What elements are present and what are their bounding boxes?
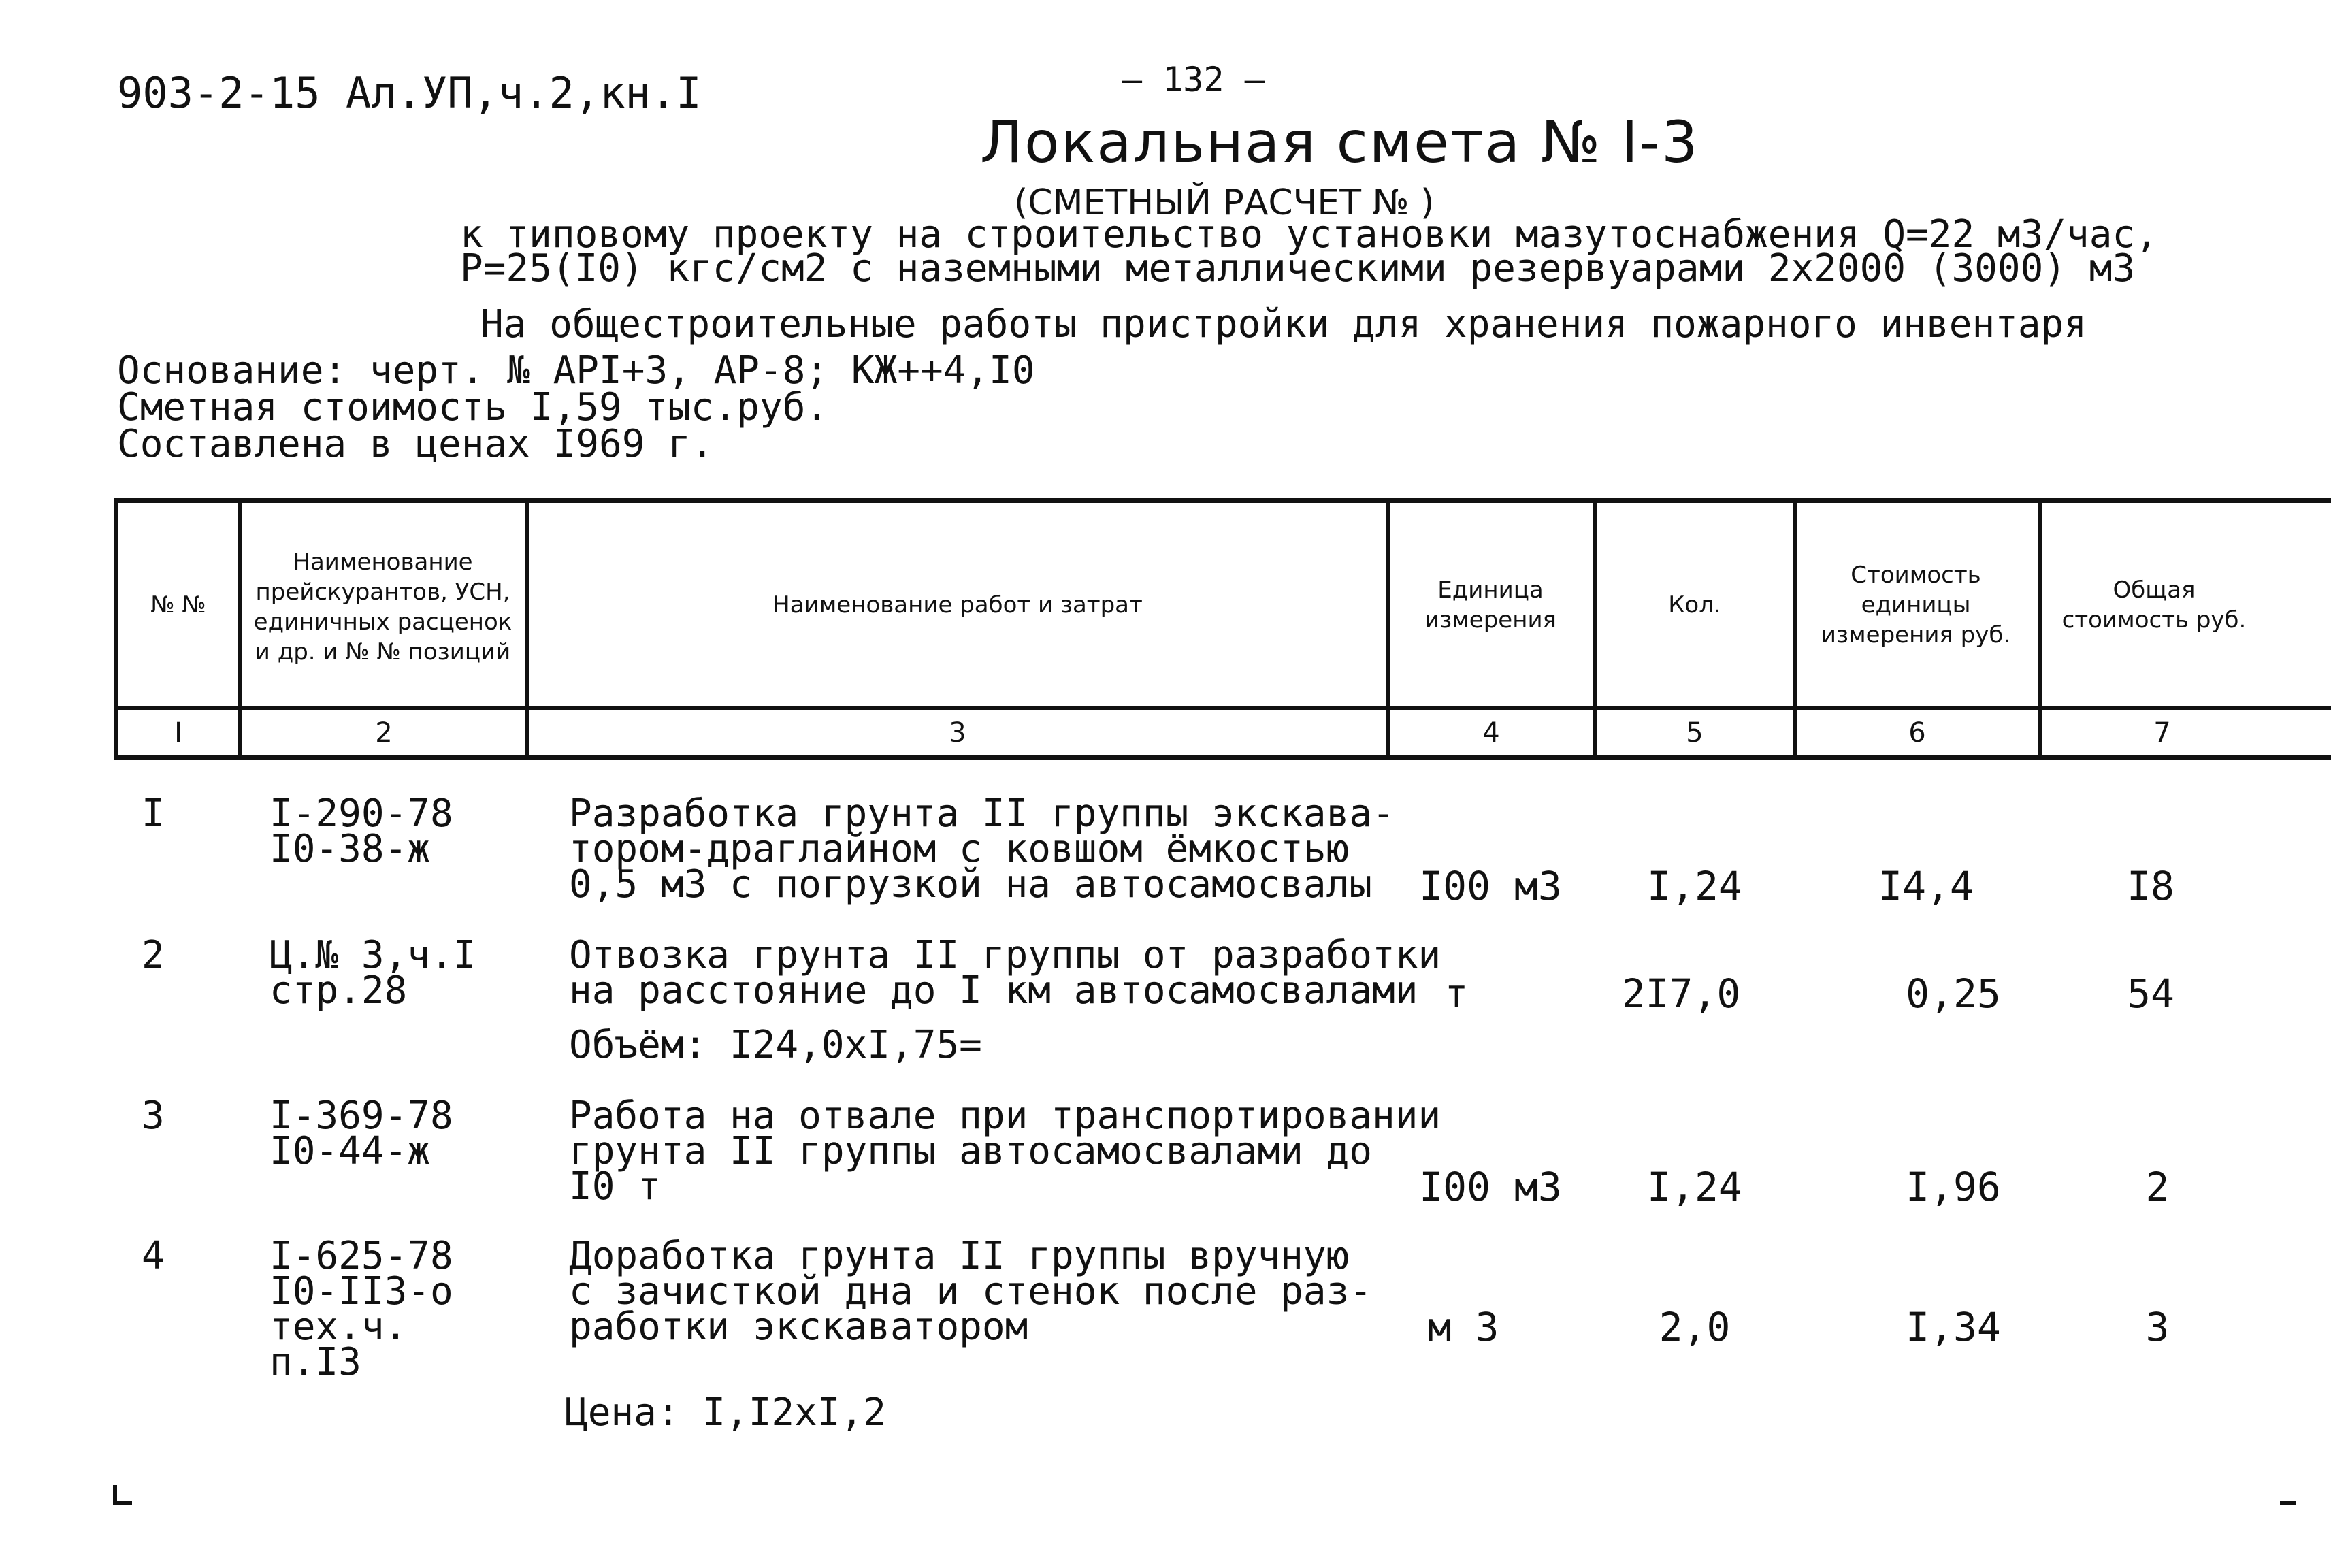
column-number-1: I <box>174 717 182 749</box>
prices-year-line: Составлена в ценах I969 г. <box>117 422 714 466</box>
table-top-border <box>114 498 2331 503</box>
column-number-4: 4 <box>1482 717 1500 749</box>
row-total: 54 <box>2127 970 2174 1017</box>
row-description: I0 т <box>569 1164 661 1209</box>
row-number: 4 <box>142 1234 165 1278</box>
header-number: № № <box>150 591 206 619</box>
row-unit-cost: I,96 <box>1906 1164 2001 1210</box>
project-line-2: Р=25(I0) кгс/см2 с наземными металлическими резервуарами 2х2000 (3000) м3 <box>460 246 2136 291</box>
row-unit-cost: I,34 <box>1906 1304 2001 1350</box>
column-number-7: 7 <box>2153 717 2171 749</box>
row-code: I0-38-ж <box>270 827 431 871</box>
header-work-name: Наименование работ и затрат <box>772 591 1143 619</box>
document-code: 903-2-15 Ал.УП,ч.2,кн.I <box>117 68 702 118</box>
header-total-cost: Общая стоимость руб. <box>2061 576 2247 634</box>
row-description: Доработка грунта II группы вручную <box>569 1234 1350 1278</box>
row-description: работки экскаватором <box>569 1305 1028 1349</box>
row-total: I8 <box>2127 863 2174 909</box>
row-description: тором-драглайном с ковшом ёмкостью <box>569 827 1350 871</box>
row-description: Отвозка грунта II группы от разработки <box>569 933 1441 977</box>
row-code: Ц.№ 3,ч.I <box>270 933 476 977</box>
row-quantity: I,24 <box>1647 863 1742 909</box>
row-description: на расстояние до I км автосамосвалами <box>569 968 1418 1013</box>
page-title: Локальная смета № I-3 <box>980 109 1699 176</box>
row-code: I0-II3-о <box>270 1269 453 1313</box>
column-number-3: 3 <box>949 717 966 749</box>
row-code: I-625-78 <box>270 1234 453 1278</box>
project-line-1: к типовому проекту на строительство установки мазутоснабжения Q=22 м3/час, <box>460 212 2158 257</box>
row-quantity: I,24 <box>1647 1164 1742 1210</box>
row-number: 2 <box>142 933 165 977</box>
row-description: 0,5 м3 с погрузкой на автосамосвалы <box>569 862 1373 906</box>
row-description: с зачисткой дна и стенок после раз- <box>569 1269 1373 1313</box>
row-note: Объём: I24,0хI,75= <box>569 1023 982 1067</box>
row-description: Работа на отвале при транспортировании <box>569 1094 1441 1138</box>
header-unit: Единица измерения <box>1424 576 1557 634</box>
row-unit: I00 м3 <box>1419 863 1562 909</box>
header-unit-cost: Стоимость единицы измерения руб. <box>1821 561 2011 649</box>
page-number: — 132 — <box>1122 60 1265 99</box>
row-number: 3 <box>142 1094 165 1138</box>
estimate-subtitle: (СМЕТНЫЙ РАСЧЕТ № ) <box>1014 182 1435 223</box>
row-description: Разработка грунта II группы экскава- <box>569 791 1395 836</box>
table-header-bottom-border <box>114 755 2331 760</box>
row-unit-cost: 0,25 <box>1906 970 2001 1017</box>
row-unit: м 3 <box>1427 1304 1499 1350</box>
column-number-6: 6 <box>1908 717 1926 749</box>
corner-mark-horizontal <box>113 1501 132 1505</box>
section-title: На общестроительные работы пристройки для хранения пожарного инвентаря <box>480 302 2087 346</box>
row-description: грунта II группы автосамосвалами до <box>569 1129 1373 1173</box>
column-number-5: 5 <box>1686 717 1704 749</box>
row-unit: I00 м3 <box>1419 1164 1562 1210</box>
row-code: I-290-78 <box>270 791 453 836</box>
row-number: I <box>142 791 165 836</box>
row-code: I0-44-ж <box>270 1129 431 1173</box>
row-total: 2 <box>2145 1164 2170 1210</box>
column-number-2: 2 <box>375 717 393 749</box>
row-code: п.I3 <box>270 1340 361 1384</box>
row-note: Цена: I,I2хI,2 <box>565 1390 887 1435</box>
header-divider <box>114 706 2331 710</box>
row-quantity: 2,0 <box>1659 1304 1731 1350</box>
row-code: стр.28 <box>270 968 408 1013</box>
header-quantity: Кол. <box>1668 591 1721 619</box>
estimated-cost-line: Сметная стоимость I,59 тыс.руб. <box>117 385 829 429</box>
row-unit: т <box>1444 970 1469 1017</box>
basis-line: Основание: черт. № АРI+3, АР-8; КЖ++4,I0 <box>117 348 1035 393</box>
row-unit-cost: I4,4 <box>1878 863 1974 909</box>
header-price-reference: Наименование прейскурантов, УСН, единичных расценок и др. и № № позиций <box>253 549 512 666</box>
row-total: 3 <box>2145 1304 2170 1350</box>
row-code: I-369-78 <box>270 1094 453 1138</box>
row-code: тех.ч. <box>270 1305 408 1349</box>
row-quantity: 2I7,0 <box>1621 970 1741 1017</box>
edge-mark <box>2280 1501 2296 1505</box>
